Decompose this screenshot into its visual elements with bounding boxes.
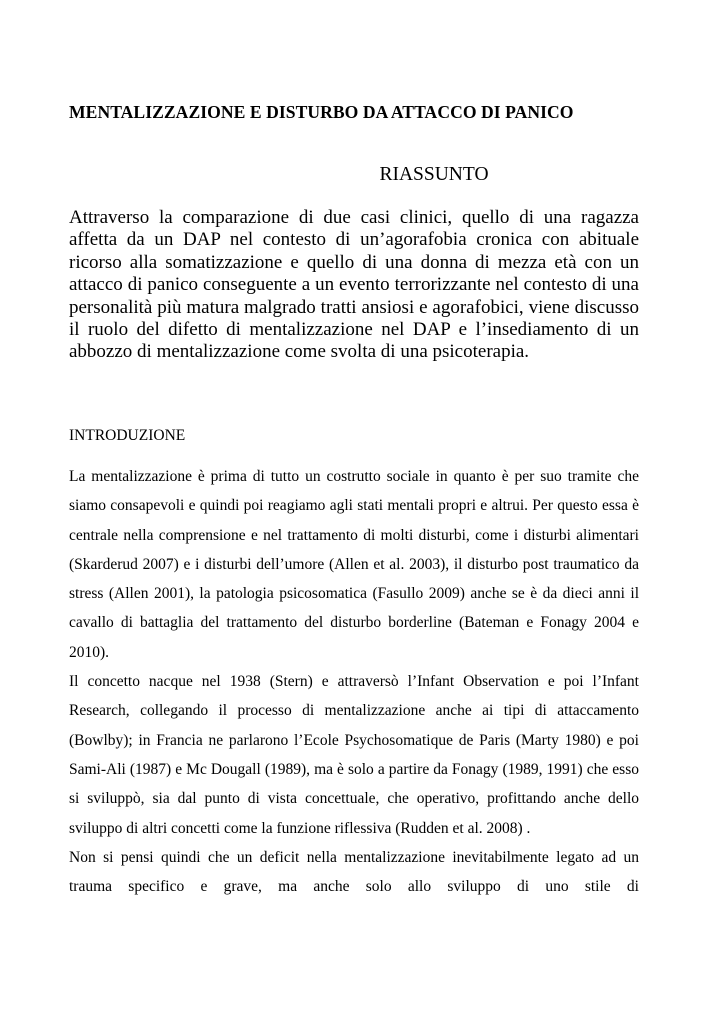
body-paragraph: La mentalizzazione è prima di tutto un costrutto sociale in quanto è per suo tramite che siamo consapevoli e quindi poi reagiamo agli stati mentali propri e altrui. Per questo essa è centrale nella comprensione e nel trattamento di molti disturbi, come i disturbi alimentari (Skarderud 2007) e i disturbi dell’umore (Allen et al. 2003), il disturbo post traumatico da stress (Allen 2001), la patologia psicosomatica (Fasullo 2009) anche se è da dieci anni il cavallo di battaglia del trattamento del disturbo borderline (Bateman e Fonagy 2004 e 2010). — [69, 468, 639, 661]
introduction-body — [69, 462, 639, 901]
abstract-heading: RIASSUNTO — [379, 164, 489, 185]
body-paragraph: Non si pensi quindi che un deficit nella mentalizzazione inevitabilmente legato ad un trauma specifico e grave, ma anche solo allo sviluppo di uno stile di — [69, 848, 639, 896]
document-title: MENTALIZZAZIONE E DISTURBO DA ATTACCO DI PANICO — [69, 102, 574, 122]
abstract-paragraph: Attraverso la comparazione di due casi clinici, quello di una ragazza affetta da un DAP nel contesto di un’agorafobia cronica con abituale ricorso alla somatizzazione e quello di una donna di mezza età con un attacco di panico conseguente a un evento terrorizzante nel contesto di una personalità più matura malgrado tratti ansiosi e agorafobici, viene discusso il ruolo del difetto di mentalizzazione nel DAP e l’insediamento di un abbozzo di mentalizzazione come svolta di una psicoterapia. — [69, 207, 639, 363]
body-paragraph: Il concetto nacque nel 1938 (Stern) e attraversò l’Infant Observation e poi l’Infant Research, collegando il processo di mentalizzazione anche ai tipi di attaccamento (Bowlby); in Francia ne parlarono l’Ecole Psychosomatique de Paris (Marty 1980) e poi Sami-Ali (1987) e Mc Dougall (1989), ma è solo a partire da Fonagy (1989, 1991) che esso si sviluppò, sia dal punto di vista concettuale, che operativo, profittando anche dello sviluppo di altri concetti come la funzione riflessiva (Rudden et al. 2008) . — [69, 673, 639, 837]
section-heading-introduction: INTRODUZIONE — [69, 427, 186, 444]
